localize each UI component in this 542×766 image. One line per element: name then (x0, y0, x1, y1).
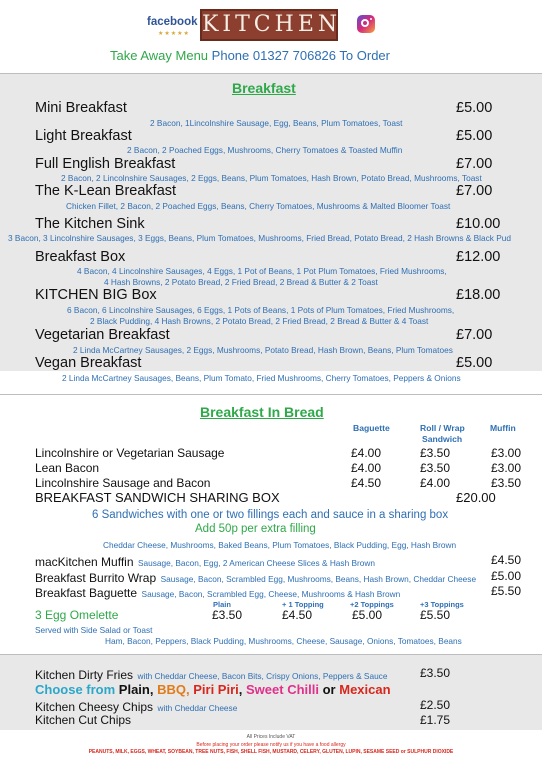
kitchen-logo: KITCHEN (200, 9, 338, 41)
item-price: £5.00 (456, 100, 493, 116)
col-header-roll: Roll / Wrap (420, 423, 465, 433)
instagram-icon (357, 15, 375, 33)
separator: , (238, 682, 243, 697)
item-price: £7.00 (456, 183, 493, 199)
item-name: Full English Breakfast (35, 156, 176, 172)
cut-chips-name: Kitchen Cut Chips (35, 713, 132, 727)
price-muffin: £3.50 (491, 476, 522, 490)
item-name: KITCHEN BIG Box (35, 287, 157, 303)
item-price: £7.00 (456, 156, 493, 172)
cheesy-chips-price: £2.50 (420, 698, 451, 712)
item-name: Vegetarian Breakfast (35, 327, 170, 343)
item-description: 2 Bacon, 2 Poached Eggs, Mushrooms, Cherry Tomatoes & Toasted Muffin (127, 145, 403, 155)
omelette-price-1: £4.50 (282, 608, 313, 622)
col-header-baguette: Baguette (353, 423, 390, 433)
allergy-note: Before placing your order please notify us if you have a food allergy (196, 742, 346, 748)
to-order-label: To Order (339, 48, 390, 63)
item-name: Light Breakfast (35, 128, 132, 144)
special-price: £4.50 (491, 553, 522, 567)
dirty-fries-price: £3.50 (420, 666, 451, 680)
special-description: Sausage, Bacon, Scrambled Egg, Cheese, Mushrooms & Hash Brown (141, 589, 401, 599)
takeaway-label: Take Away Menu (110, 48, 209, 63)
cut-chips-price: £1.75 (420, 713, 451, 727)
sharing-box-extra: Add 50p per extra filling (195, 523, 316, 535)
cheesy-chips-description: with Cheddar Cheese (157, 703, 238, 713)
item-description: 2 Linda McCartney Sausages, 2 Eggs, Mushrooms, Potato Bread, Hash Brown, Beans, Plum Tomatoes (73, 345, 453, 355)
price-roll: £3.50 (420, 461, 451, 475)
item-price: £18.00 (456, 287, 501, 303)
dirty-fries-name: Kitchen Dirty Fries (35, 668, 134, 682)
omelette-name: 3 Egg Omelette (35, 608, 119, 622)
item-name: Breakfast Box (35, 249, 126, 265)
special-name: Breakfast Baguette (35, 586, 138, 600)
allergen-list: PEANUTS, MILK, EGGS, WHEAT, SOYBEAN, TREE NUTS, FISH, SHELL FISH, MUSTARD, CELERY, GLUTEN, LUPIN, SESAME SEED or SULPHUR DIOXIDE (88, 749, 454, 755)
item-description: 2 Linda McCartney Sausages, Beans, Plum Tomato, Fried Mushrooms, Cherry Tomatoes, Peppers & Onions (62, 373, 461, 383)
sharing-box-price: £20.00 (456, 490, 496, 505)
omelette-price-plain: £3.50 (212, 608, 243, 622)
special-price: £5.00 (491, 569, 522, 583)
bread-row-name: Lincolnshire or Vegetarian Sausage (35, 446, 225, 460)
item-description: 2 Bacon, 1Lincolnshire Sausage, Egg, Beans, Plum Tomatoes, Toast (150, 118, 403, 128)
item-description: 2 Bacon, 2 Lincolnshire Sausages, 2 Eggs, Beans, Plum Tomatoes, Hash Brown, Potato Bread, Mushrooms, Toast (61, 173, 482, 183)
divider (0, 73, 542, 74)
vat-note: All Prices Include VAT (246, 734, 296, 740)
item-price: £10.00 (456, 216, 501, 232)
dirty-fries-description: with Cheddar Cheese, Bacon Bits, Crispy Onions, Peppers & Sauce (137, 671, 388, 681)
phone-number: Phone 01327 706826 (211, 48, 337, 63)
facebook-wordmark: facebook (147, 16, 198, 28)
price-muffin: £3.00 (491, 446, 522, 460)
item-description: 4 Bacon, 4 Lincolnshire Sausages, 4 Eggs, 1 Pot of Beans, 1 Pot Plum Tomatoes, Fried Mushrooms, (77, 266, 447, 276)
bread-row-name: Lincolnshire Sausage and Bacon (35, 476, 211, 490)
divider (0, 394, 542, 395)
special-description: Sausage, Bacon, Egg, 2 American Cheese Slices & Hash Brown (137, 558, 376, 568)
item-description: 3 Bacon, 3 Lincolnshire Sausages, 3 Eggs, Beans, Plum Tomatoes, Mushrooms, Fried Bread, Potato Bread, 2 Hash Browns & Black Pud (8, 233, 511, 243)
bread-row-name: Lean Bacon (35, 461, 100, 475)
sharing-box-fillings: Cheddar Cheese, Mushrooms, Baked Beans, Plum Tomatoes, Black Pudding, Egg, Hash Brown (103, 540, 457, 550)
omelette-toppings: Ham, Bacon, Peppers, Black Pudding, Mushrooms, Cheese, Sausage, Onions, Tomatoes, Beans (105, 636, 462, 646)
col-header-sandwich: Sandwich (422, 434, 463, 444)
takeaway-header (110, 48, 390, 63)
sauce-sweet-chilli: Sweet Chilli (246, 682, 319, 697)
item-description-cont: 4 Hash Browns, 2 Potato Bread, 2 Fried Bread, 2 Bread & Butter & 2 Toast (104, 277, 378, 287)
omelette-header-2: +2 Toppings (350, 600, 394, 609)
omelette-header-3: +3 Toppings (420, 600, 464, 609)
sauce-plain: Plain, (118, 682, 154, 697)
omelette-price-3: £5.50 (420, 608, 451, 622)
item-price: £5.00 (456, 355, 493, 371)
sauce-options (35, 682, 391, 697)
col-header-muffin: Muffin (490, 423, 516, 433)
or-label: or (322, 682, 336, 697)
special-price: £5.50 (491, 584, 522, 598)
special-name: macKitchen Muffin (35, 555, 134, 569)
item-description: Chicken Fillet, 2 Bacon, 2 Poached Eggs, Beans, Cherry Tomatoes, Mushrooms & Malted Bloomer Toast (66, 201, 451, 211)
sauce-mexican: Mexican (339, 682, 391, 697)
sauce-piri-piri: Piri Piri (193, 682, 239, 697)
item-price: £12.00 (456, 249, 501, 265)
price-muffin: £3.00 (491, 461, 522, 475)
price-roll: £3.50 (420, 446, 451, 460)
special-description: Sausage, Bacon, Scrambled Egg, Mushrooms, Beans, Hash Brown, Cheddar Cheese (160, 574, 477, 584)
item-price: £5.00 (456, 128, 493, 144)
item-price: £7.00 (456, 327, 493, 343)
price-baguette: £4.50 (351, 476, 382, 490)
price-baguette: £4.00 (351, 446, 382, 460)
item-name: Mini Breakfast (35, 100, 127, 116)
item-description: 6 Bacon, 6 Lincolnshire Sausages, 6 Eggs, 1 Pots of Beans, 1 Pots of Plum Tomatoes, Fried Mushrooms, (67, 305, 455, 315)
omelette-header-1: + 1 Topping (282, 600, 324, 609)
item-name: Vegan Breakfast (35, 355, 142, 371)
omelette-price-2: £5.00 (352, 608, 383, 622)
bread-title: Breakfast In Bread (200, 404, 324, 420)
item-name: The K-Lean Breakfast (35, 183, 177, 199)
rating-stars: ★★★★★ (158, 31, 190, 37)
price-roll: £4.00 (420, 476, 451, 490)
special-name: Breakfast Burrito Wrap (35, 571, 157, 585)
sharing-box-title: BREAKFAST SANDWICH SHARING BOX (35, 490, 280, 505)
sauce-bbq: BBQ, (157, 682, 190, 697)
item-description-cont: 2 Black Pudding, 4 Hash Browns, 2 Potato Bread, 2 Fried Bread, 2 Bread & Butter & 4 Toast (90, 316, 429, 326)
omelette-header-plain: Plain (213, 600, 231, 609)
breakfast-title: Breakfast (232, 80, 296, 96)
item-name: The Kitchen Sink (35, 216, 145, 232)
price-baguette: £4.00 (351, 461, 382, 475)
cheesy-chips-name: Kitchen Cheesy Chips (35, 700, 154, 714)
sharing-box-description: 6 Sandwiches with one or two fillings each and sauce in a sharing box (92, 509, 449, 521)
choose-label: Choose from (35, 682, 116, 697)
omelette-served: Served with Side Salad or Toast (35, 625, 153, 635)
